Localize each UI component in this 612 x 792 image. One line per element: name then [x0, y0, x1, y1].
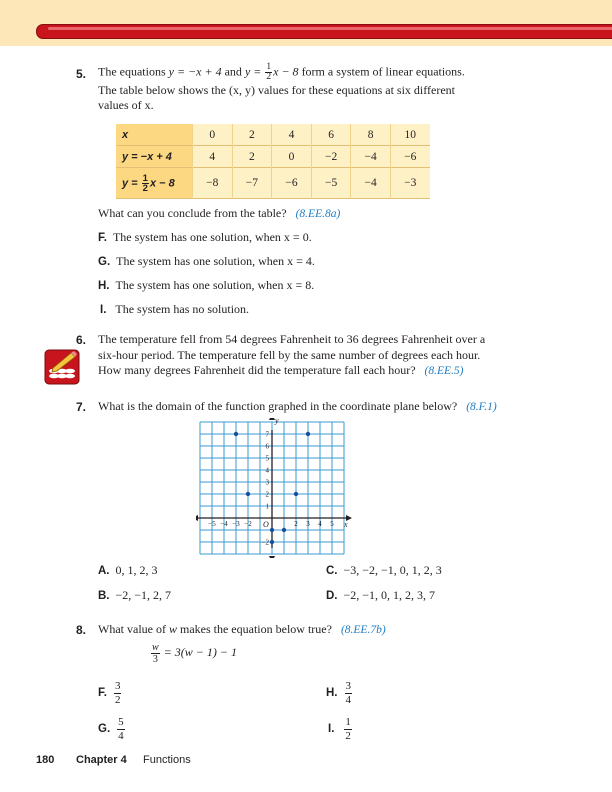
table-cell: 2 — [232, 124, 272, 146]
q5-line2: The table below shows the (x, y) values for these equations at six different — [98, 83, 456, 97]
graph-point — [306, 432, 310, 436]
table-row-label: y = −x + 4 — [116, 146, 193, 168]
graph-point — [294, 492, 298, 496]
x-tick-label: −5 — [208, 520, 216, 528]
x-tick-label: 3 — [306, 520, 310, 528]
q7-option-c[interactable]: C. −3, −2, −1, 0, 1, 2, 3 — [326, 563, 442, 577]
q7-standard[interactable]: (8.F.1) — [466, 401, 497, 413]
x-tick-label: −4 — [220, 520, 228, 528]
q5-standard[interactable]: (8.EE.8a) — [295, 208, 341, 220]
q5-option-h[interactable]: H. The system has one solution, when x = 8. — [98, 278, 315, 292]
header-bar-highlight — [48, 27, 612, 30]
table-row-equation1 — [116, 146, 430, 168]
table-cell: −5 — [311, 168, 351, 199]
graph-point — [246, 492, 250, 496]
table-header-label: x — [116, 124, 193, 146]
x-tick-label: −3 — [232, 520, 240, 528]
table-cell: 0 — [193, 124, 233, 146]
y-tick-label: 7 — [265, 430, 269, 439]
q8-option-g[interactable]: G. $\frac{5}{4}$ — [98, 715, 124, 742]
table-cell: 10 — [390, 124, 429, 146]
q7-option-b[interactable]: B. −2, −1, 2, 7 — [98, 588, 172, 602]
table-cell: −6 — [272, 168, 312, 199]
q7-question: What is the domain of the function graphed in the coordinate plane below? (8.F.1) — [98, 399, 497, 413]
y-tick-label: 5 — [265, 454, 269, 463]
table-cell: −3 — [390, 168, 429, 199]
y-tick-label: −2 — [261, 538, 269, 547]
table-header-row — [116, 124, 430, 146]
graph-point — [282, 528, 286, 532]
calculator-pencil-icon — [44, 349, 80, 385]
q5-option-f[interactable]: F. The system has one solution, when x = 0. — [98, 230, 312, 244]
q6-line1: The temperature fell from 54 degrees Fahrenheit to 36 degrees Fahrenheit over a — [98, 332, 486, 346]
x-axis-label: x — [344, 520, 348, 529]
y-tick-label: 1 — [265, 502, 269, 511]
chapter-label: Chapter 4 — [76, 754, 127, 766]
x-axis-arrow-left — [196, 515, 198, 521]
y-tick-label: 2 — [265, 490, 269, 499]
x-tick-label: −2 — [244, 520, 252, 528]
graph-point — [270, 540, 274, 544]
q6-standard[interactable]: (8.EE.5) — [424, 365, 464, 377]
q8-question: What value of w makes the equation below true? (8.EE.7b) — [98, 622, 386, 636]
q5-option-g[interactable]: G. The system has one solution, when x = 4. — [98, 254, 315, 268]
q5-value-table — [116, 124, 430, 199]
table-cell: −8 — [193, 168, 233, 199]
graph-point — [234, 432, 238, 436]
q5-number: 5. — [76, 67, 87, 81]
table-cell: −6 — [390, 146, 429, 168]
q8-option-h[interactable]: H. $\frac{3}{4}$ — [326, 679, 351, 706]
table-cell: −7 — [232, 168, 272, 199]
table-cell: 2 — [232, 146, 272, 168]
q7-option-d[interactable]: D. −2, −1, 0, 1, 2, 3, 7 — [326, 588, 436, 602]
y-tick-label: 6 — [265, 442, 269, 451]
table-cell: 4 — [193, 146, 233, 168]
y-tick-label: 4 — [265, 466, 269, 475]
y-axis-label: y — [275, 418, 279, 425]
y-tick-label: 3 — [265, 478, 269, 487]
q5-line3: values of x. — [98, 98, 154, 112]
table-cell: 0 — [272, 146, 312, 168]
table-cell: 4 — [272, 124, 312, 146]
q5-question: What can you conclude from the table? (8.EE.8a) — [98, 206, 341, 220]
table-cell: −2 — [311, 146, 351, 168]
table-cell: −4 — [351, 146, 391, 168]
header-band — [0, 0, 612, 46]
table-cell: −4 — [351, 168, 391, 199]
table-row-equation2 — [116, 168, 430, 199]
q7-coordinate-plane — [196, 418, 356, 558]
q6-number: 6. — [76, 333, 87, 347]
q5-line1: The equations y = −x + 4 and y = $\frac{1}{2}$ x − 8 form a system of linear equations. — [98, 62, 465, 82]
q8-option-i[interactable]: I. $\frac{1}{2}$ — [328, 715, 351, 742]
q6-line3: How many degrees Fahrenheit did the temperature fall each hour? (8.EE.5) — [98, 363, 464, 377]
x-tick-label: 2 — [294, 520, 298, 528]
y-axis-arrow-down — [269, 556, 275, 558]
q5-eq2-fraction: $\frac{1}{2}$ — [266, 62, 272, 82]
x-tick-label: 5 — [330, 520, 334, 528]
q8-standard[interactable]: (8.EE.7b) — [340, 624, 386, 636]
graph-point — [270, 528, 274, 532]
table-row-label: y = $\frac{1}{2}$ x − 8 — [116, 168, 193, 199]
q5-option-i[interactable]: I. The system has no solution. — [100, 302, 250, 316]
chapter-title: Functions — [143, 754, 191, 766]
q8-option-f[interactable]: F. $\frac{3}{2}$ — [98, 679, 121, 706]
x-tick-label: 4 — [318, 520, 322, 528]
q7-number: 7. — [76, 400, 87, 414]
q8-equation: $\frac{w}{3}$ = 3(w − 1) − 1 — [152, 641, 237, 665]
origin-label: O — [263, 520, 269, 529]
table-cell: 6 — [311, 124, 351, 146]
q7-option-a[interactable]: A. 0, 1, 2, 3 — [98, 563, 158, 577]
page-number: 180 — [36, 754, 55, 766]
q6-line2: six-hour period. The temperature fell by the same number of degrees each hour. — [98, 348, 481, 362]
q8-number: 8. — [76, 623, 87, 637]
table-cell: 8 — [351, 124, 391, 146]
